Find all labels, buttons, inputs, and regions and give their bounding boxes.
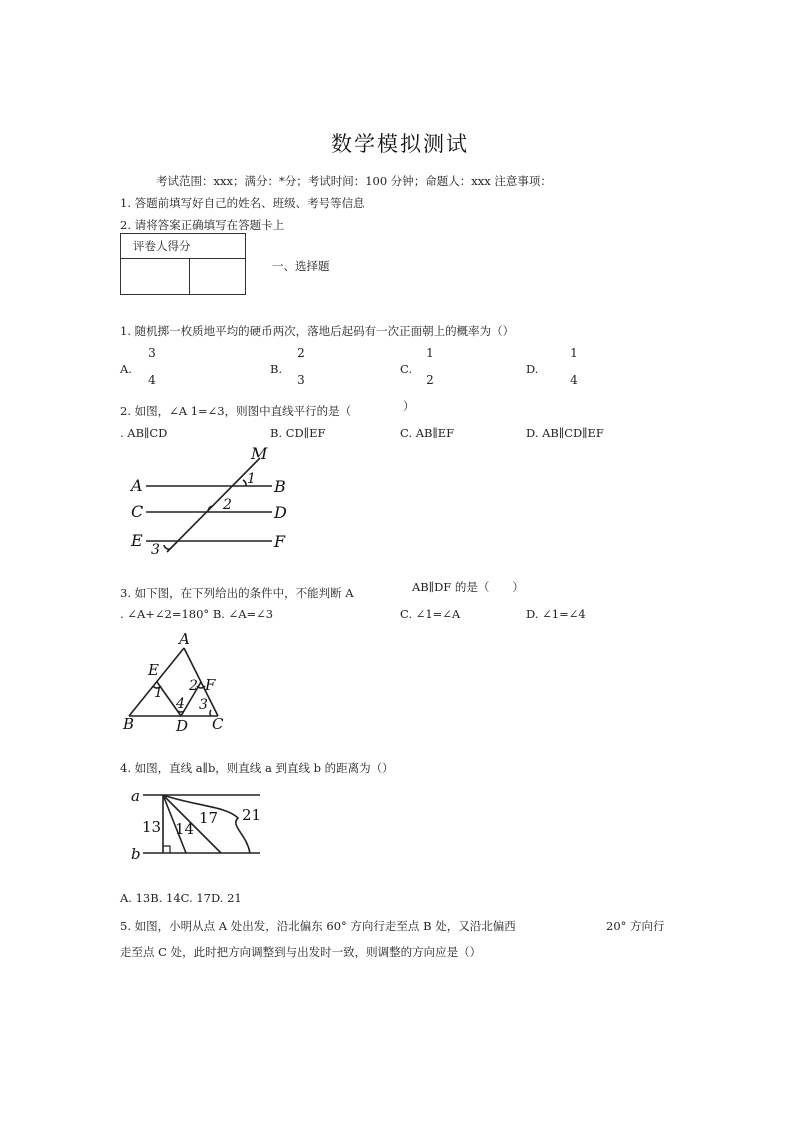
q4-label-b: b bbox=[131, 845, 141, 863]
fraction-denominator: 4 bbox=[570, 373, 578, 387]
q3-label-2: 2 bbox=[189, 678, 198, 694]
q2-label-2: 2 bbox=[223, 497, 232, 513]
angle-2-arc bbox=[197, 686, 205, 688]
question-2-stem-close: ） bbox=[403, 399, 415, 413]
q2-label-f: F bbox=[274, 532, 286, 551]
question-5-line-1: 5. 如图，小明从点 A 处出发，沿北偏东 60° 方向行走至点 B 处，又沿北偏西 bbox=[120, 919, 516, 933]
section-heading: 一、选择题 bbox=[272, 259, 330, 273]
q2-label-d: D bbox=[274, 503, 287, 522]
note-1: 1. 答题前填写好自己的姓名、班级、考号等信息 bbox=[120, 196, 365, 210]
right-angle-mark bbox=[163, 846, 170, 853]
q3-option-c: C. ∠1=∠A bbox=[400, 607, 461, 621]
q2-option-b: B. CD∥EF bbox=[270, 426, 326, 440]
q2-label-b: B bbox=[274, 477, 286, 496]
q4-label-13: 13 bbox=[142, 818, 162, 836]
angle-1-arc bbox=[243, 480, 246, 486]
q3-label-d: D bbox=[176, 717, 189, 735]
question-4-stem: 4. 如图，直线 a∥b，则直线 a 到直线 b 的距离为（） bbox=[120, 761, 394, 775]
question-2-stem: 2. 如图，∠A 1=∠3，则图中直线平行的是（ bbox=[120, 404, 352, 418]
q2-label-m: M bbox=[251, 444, 268, 463]
q3-label-f: F bbox=[205, 676, 216, 694]
question-3-stem: 3. 如下图，在下列给出的条件中，不能判断 A bbox=[120, 586, 354, 600]
q2-option-c: C. AB∥EF bbox=[400, 426, 455, 440]
q3-label-c: C bbox=[212, 715, 224, 733]
q2-label-e: E bbox=[131, 531, 143, 550]
q3-label-b: B bbox=[123, 715, 135, 733]
q3-label-a: A bbox=[179, 630, 190, 648]
question-1-stem: 1. 随机掷一枚质地平均的硬币两次，落地后起码有一次正面朝上的概率为（） bbox=[120, 324, 515, 338]
q4-label-a: a bbox=[131, 787, 140, 805]
q2-option-a: . AB∥CD bbox=[120, 426, 168, 440]
question-5-line-2: 走至点 C 处，此时把方向调整到与出发时一致，则调整的方向应是（） bbox=[120, 945, 482, 959]
q2-label-a: A bbox=[131, 476, 143, 495]
question-5-line-1-tail: 20° 方向行 bbox=[606, 919, 665, 933]
fraction-denominator: 4 bbox=[148, 373, 156, 387]
q4-label-17: 17 bbox=[199, 809, 219, 827]
fraction-denominator: 2 bbox=[426, 373, 434, 387]
q2-label-1: 1 bbox=[247, 471, 256, 487]
angle-3-arc bbox=[164, 545, 170, 549]
question-3-stem-tail: AB∥DF 的是（ ） bbox=[412, 580, 524, 594]
q3-options-a-b: . ∠A+∠2=180° B. ∠A=∠3 bbox=[120, 607, 274, 621]
score-table-label: 评卷人得分 bbox=[133, 239, 191, 253]
q3-label-3: 3 bbox=[199, 697, 208, 713]
fraction-denominator: 3 bbox=[297, 373, 305, 387]
q2-label-3: 3 bbox=[151, 542, 160, 558]
q3-label-1: 1 bbox=[154, 685, 163, 701]
q4-label-21: 21 bbox=[242, 806, 262, 824]
fraction-numerator: 1 bbox=[570, 346, 578, 360]
angle-3-arc bbox=[210, 710, 211, 716]
q3-label-4: 4 bbox=[176, 696, 185, 712]
note-2: 2. 请将答案正确填写在答题卡上 bbox=[120, 218, 285, 232]
q2-label-c: C bbox=[131, 502, 144, 521]
fraction-numerator: 1 bbox=[426, 346, 434, 360]
q4-options: A. 13B. 14C. 17D. 21 bbox=[120, 891, 242, 905]
fraction-numerator: 2 bbox=[297, 346, 305, 360]
exam-info: 考试范围：xxx；满分：*分；考试时间：100 分钟；命题人：xxx 注意事项： bbox=[156, 174, 552, 188]
q1-option-d-letter: D. bbox=[526, 362, 539, 376]
q4-label-14: 14 bbox=[175, 820, 195, 838]
q1-option-a-letter: A. bbox=[120, 362, 132, 376]
page-title: 数学模拟测试 bbox=[331, 132, 469, 156]
q3-label-e: E bbox=[148, 661, 159, 679]
q1-option-c-letter: C. bbox=[400, 362, 413, 376]
q1-option-b-letter: B. bbox=[270, 362, 283, 376]
q3-option-d: D. ∠1=∠4 bbox=[526, 607, 586, 621]
fraction-numerator: 3 bbox=[148, 346, 156, 360]
q2-option-d: D. AB∥CD∥EF bbox=[526, 426, 604, 440]
